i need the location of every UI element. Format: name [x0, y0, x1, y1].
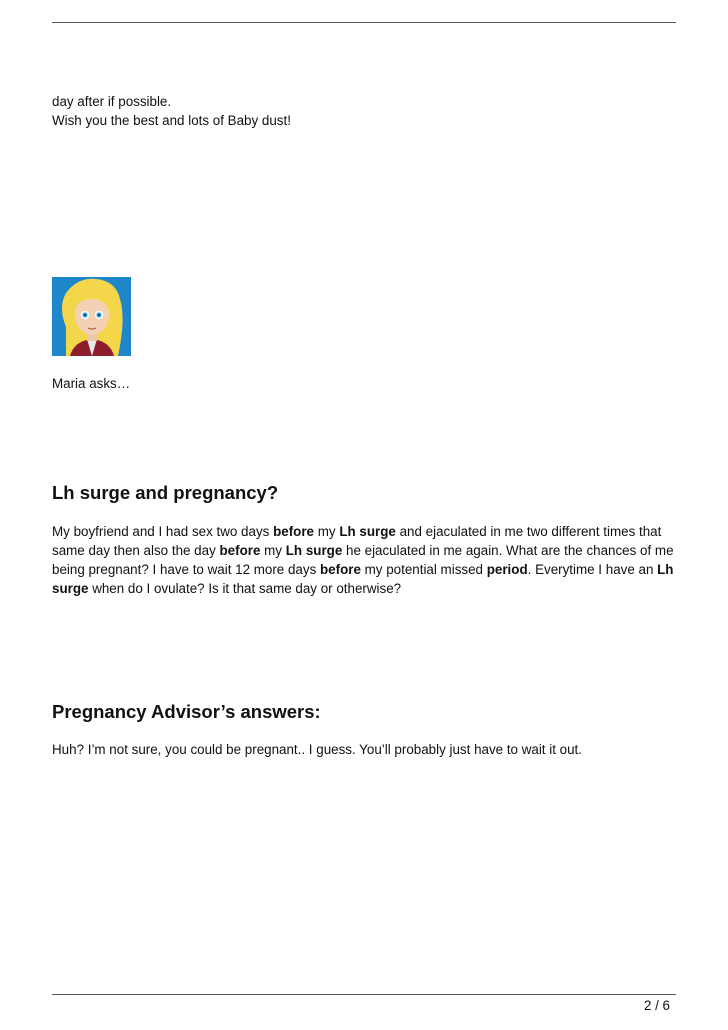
- answer-title: Pregnancy Advisor’s answers:: [52, 701, 321, 722]
- asker-label: Maria asks…: [52, 376, 131, 391]
- keyword-highlight: before: [219, 543, 261, 558]
- keyword-highlight: Lh surge: [285, 543, 343, 558]
- keyword-highlight: period: [486, 562, 528, 577]
- intro-line-2: Wish you the best and lots of Baby dust!: [52, 113, 291, 128]
- question-text-segment: he ejaculated in me again. What are the chances of me being pregnant? I have to wait 12 more days: [52, 543, 674, 577]
- question-text-segment: and ejaculated in me two different times that same day then also the day: [52, 524, 662, 558]
- page-number: 2 / 6: [643, 998, 670, 1013]
- intro-line-1: day after if possible.: [52, 94, 172, 109]
- question-text-segment: my potential missed: [360, 562, 487, 577]
- question-text-segment: my: [260, 543, 286, 558]
- question-text-segment: My boyfriend and I had sex two days: [52, 524, 274, 539]
- keyword-highlight: before: [273, 524, 315, 539]
- question-title: Lh surge and pregnancy?: [52, 482, 279, 503]
- question-text-segment: when do I ovulate? Is it that same day or otherwise?: [88, 581, 402, 596]
- intro-text: [52, 92, 682, 130]
- keyword-highlight: Lh surge: [52, 562, 674, 596]
- footer-rule: [52, 994, 676, 995]
- user-avatar: [52, 277, 131, 356]
- question-body: [52, 522, 682, 598]
- header-rule: [52, 22, 676, 23]
- question-text-segment: . Everytime I have an: [527, 562, 658, 577]
- answer-text: Huh? I’m not sure, you could be pregnant.. I guess. You’ll probably just have to wait it out.: [52, 742, 582, 757]
- keyword-highlight: before: [319, 562, 361, 577]
- keyword-highlight: Lh surge: [339, 524, 396, 539]
- question-text-segment: my: [314, 524, 340, 539]
